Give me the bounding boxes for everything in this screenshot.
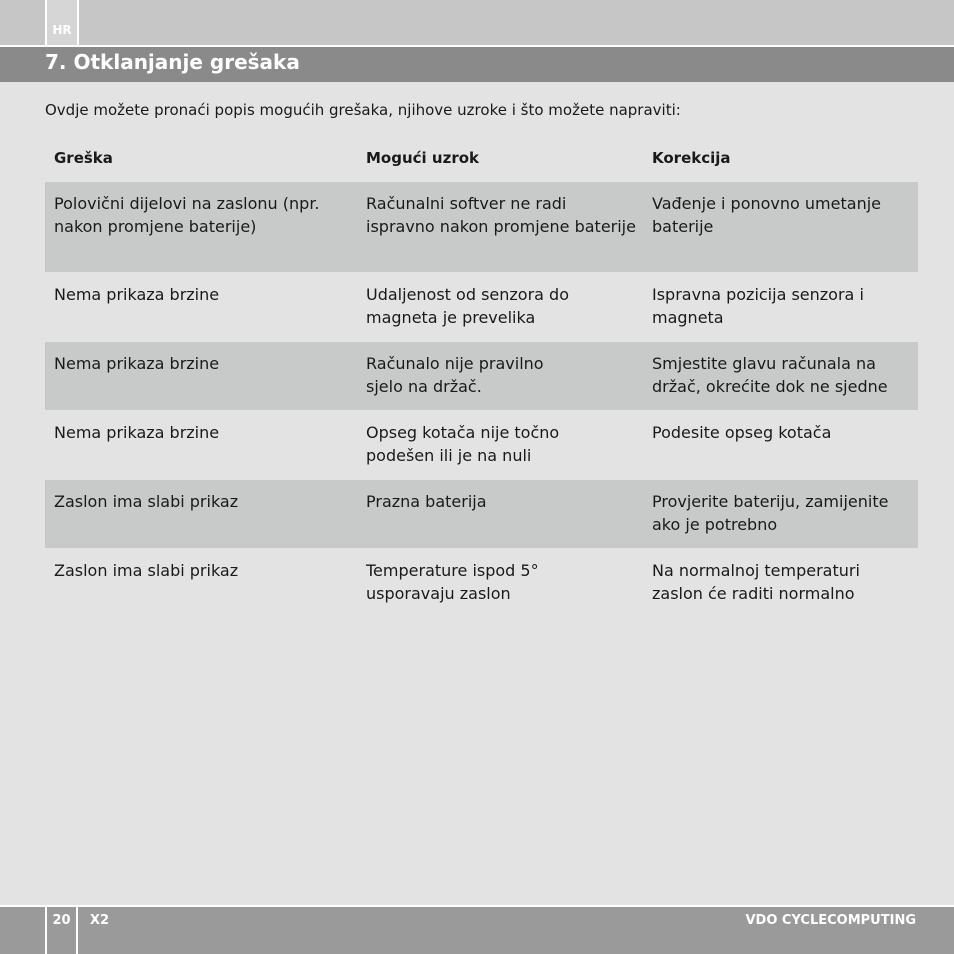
error-cell: Nema prikaza brzine <box>54 354 220 373</box>
intro-text: Ovdje možete pronaći popis mogućih grešaka, njihove uzroke i što možete napraviti: <box>45 101 681 119</box>
table-header <box>45 146 918 170</box>
error-cell: Polovični dijelovi na zaslonu (npr. nakon promjene baterije) <box>54 194 320 236</box>
top-strip <box>0 0 954 45</box>
table-row <box>45 411 918 479</box>
fix-cell: Ispravna pozicija senzora i magneta <box>652 285 864 327</box>
table-row <box>45 273 918 341</box>
fix-cell: Podesite opseg kotača <box>652 423 832 442</box>
error-cell: Zaslon ima slabi prikaz <box>54 561 239 580</box>
model-name: X2 <box>90 913 110 928</box>
language-tab: HR <box>45 0 79 45</box>
column-header-error: Greška <box>54 149 113 167</box>
table-row <box>45 182 918 272</box>
fix-cell: Na normalnoj temperaturi zaslon će raditi normalno <box>652 561 860 603</box>
error-cell: Nema prikaza brzine <box>54 423 220 442</box>
fix-cell: Smjestite glavu računala na držač, okrećite dok ne sjedne <box>652 354 888 396</box>
cause-cell: Prazna baterija <box>366 492 487 511</box>
column-header-fix: Korekcija <box>652 149 731 167</box>
cause-cell: Opseg kotača nije točno podešen ili je na nuli <box>366 423 560 465</box>
fix-cell: Vađenje i ponovno umetanje baterije <box>652 194 881 236</box>
brand-name: VDO CYCLECOMPUTING <box>745 913 916 928</box>
cause-cell: Računalni softver ne radi ispravno nakon promjene baterije <box>366 194 636 236</box>
cause-cell: Udaljenost od senzora do magneta je prevelika <box>366 285 569 327</box>
table-row <box>45 480 918 548</box>
column-header-cause: Mogući uzrok <box>366 149 479 167</box>
table-row <box>45 342 918 410</box>
cause-cell: Temperature ispod 5° usporavaju zaslon <box>366 561 539 603</box>
table-row <box>45 549 918 617</box>
error-cell: Zaslon ima slabi prikaz <box>54 492 239 511</box>
section-title: 7. Otklanjanje grešaka <box>45 50 300 74</box>
error-cell: Nema prikaza brzine <box>54 285 220 304</box>
cause-cell: Računalo nije pravilno sjelo na držač. <box>366 354 544 396</box>
page-number: 20 <box>45 907 78 954</box>
fix-cell: Provjerite bateriju, zamijenite ako je potrebno <box>652 492 889 534</box>
